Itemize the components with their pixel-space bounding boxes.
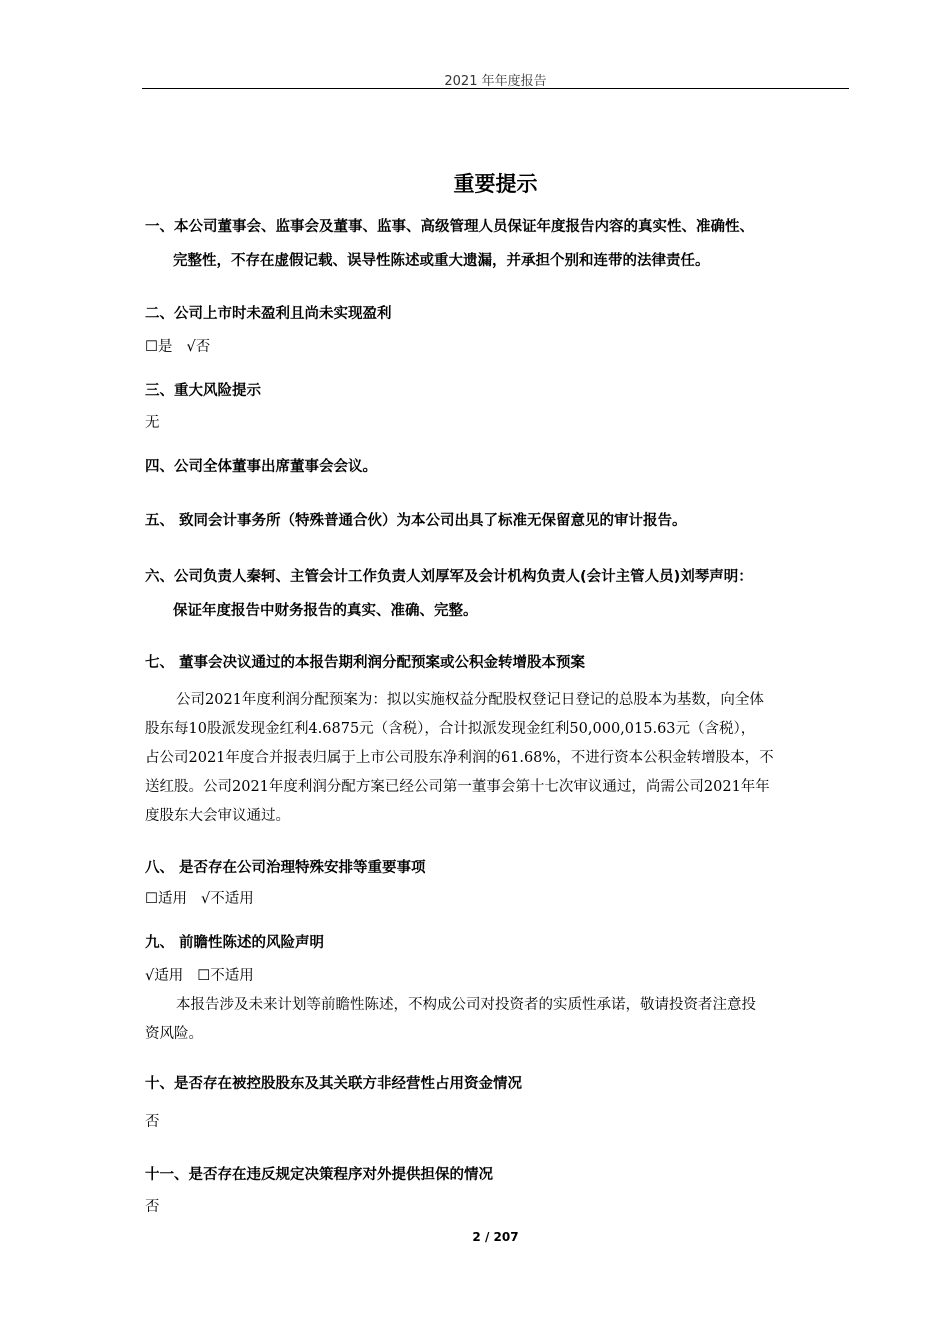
section-6-line2: 保证年度报告中财务报告的真实、准确、完整。 — [173, 603, 478, 619]
section-6 — [145, 560, 850, 628]
option-not-applicable: ☐不适用 — [197, 968, 254, 984]
section-5-heading: 五、 致同会计事务所（特殊普通合伙）为本公司出具了标准无保留意见的审计报告。 — [145, 513, 687, 529]
paragraph-line: 送红股。公司2021年度利润分配方案已经公司第一董事会第十七次审议通过，尚需公司2021年年 — [145, 779, 770, 795]
section-2-options — [145, 330, 850, 364]
section-8-options — [145, 882, 850, 916]
section-9-heading: 九、 前瞻性陈述的风险声明 — [145, 935, 325, 951]
section-11-heading: 十一、是否存在违反规定决策程序对外提供担保的情况 — [145, 1167, 493, 1183]
section-11-content: 否 — [145, 1199, 160, 1215]
paragraph-line: 公司2021年度利润分配预案为：拟以实施权益分配股权登记日登记的总股本为基数，向全体 — [176, 692, 764, 708]
paragraph-line: 度股东大会审议通过。 — [145, 808, 290, 824]
option-applicable: ☐适用 — [145, 891, 187, 907]
section-6-line1: 六、公司负责人秦轲、主管会计工作负责人刘厚军及会计机构负责人(会计主管人员)刘琴声明： — [145, 569, 753, 585]
option-no: √否 — [186, 339, 211, 355]
header-divider — [142, 88, 849, 89]
section-7-heading: 七、 董事会决议通过的本报告期利润分配预案或公积金转增股本预案 — [145, 655, 586, 671]
option-yes: ☐是 — [145, 339, 173, 355]
paragraph-line: 资风险。 — [145, 1026, 203, 1042]
section-3-heading: 三、重大风险提示 — [145, 383, 261, 399]
option-applicable: √适用 — [145, 968, 184, 984]
section-10-content: 否 — [145, 1114, 160, 1130]
paragraph-line: 股东每10股派发现金红利4.6875元（含税），合计拟派发现金红利50,000,015.63元（含税）， — [145, 721, 756, 737]
section-1-line1: 一、本公司董事会、监事会及董事、监事、高级管理人员保证年度报告内容的真实性、准确性、 — [145, 219, 754, 235]
section-4-heading: 四、公司全体董事出席董事会会议。 — [145, 459, 377, 475]
section-7-paragraph — [145, 686, 850, 831]
section-3-content: 无 — [145, 415, 160, 431]
page-title: 重要提示 — [453, 172, 538, 196]
section-1 — [145, 210, 850, 278]
paragraph-line: 本报告涉及未来计划等前瞻性陈述，不构成公司对投资者的实质性承诺，敬请投资者注意投 — [176, 997, 756, 1013]
section-2-heading: 二、公司上市时未盈利且尚未实现盈利 — [145, 306, 392, 322]
section-9-paragraph — [145, 991, 850, 1049]
section-8-heading: 八、 是否存在公司治理特殊安排等重要事项 — [145, 860, 426, 876]
paragraph-line: 占公司2021年度合并报表归属于上市公司股东净利润的61.68%，不进行资本公积金转增股本，不 — [145, 750, 774, 766]
section-10-heading: 十、是否存在被控股股东及其关联方非经营性占用资金情况 — [145, 1076, 522, 1092]
section-1-line2: 完整性，不存在虚假记载、误导性陈述或重大遗漏，并承担个别和连带的法律责任。 — [173, 253, 710, 269]
option-not-applicable: √不适用 — [201, 891, 254, 907]
page-number: 2 / 207 — [472, 1230, 519, 1244]
section-9-options — [145, 959, 850, 993]
page-header: 2021 年年度报告 — [444, 74, 547, 89]
